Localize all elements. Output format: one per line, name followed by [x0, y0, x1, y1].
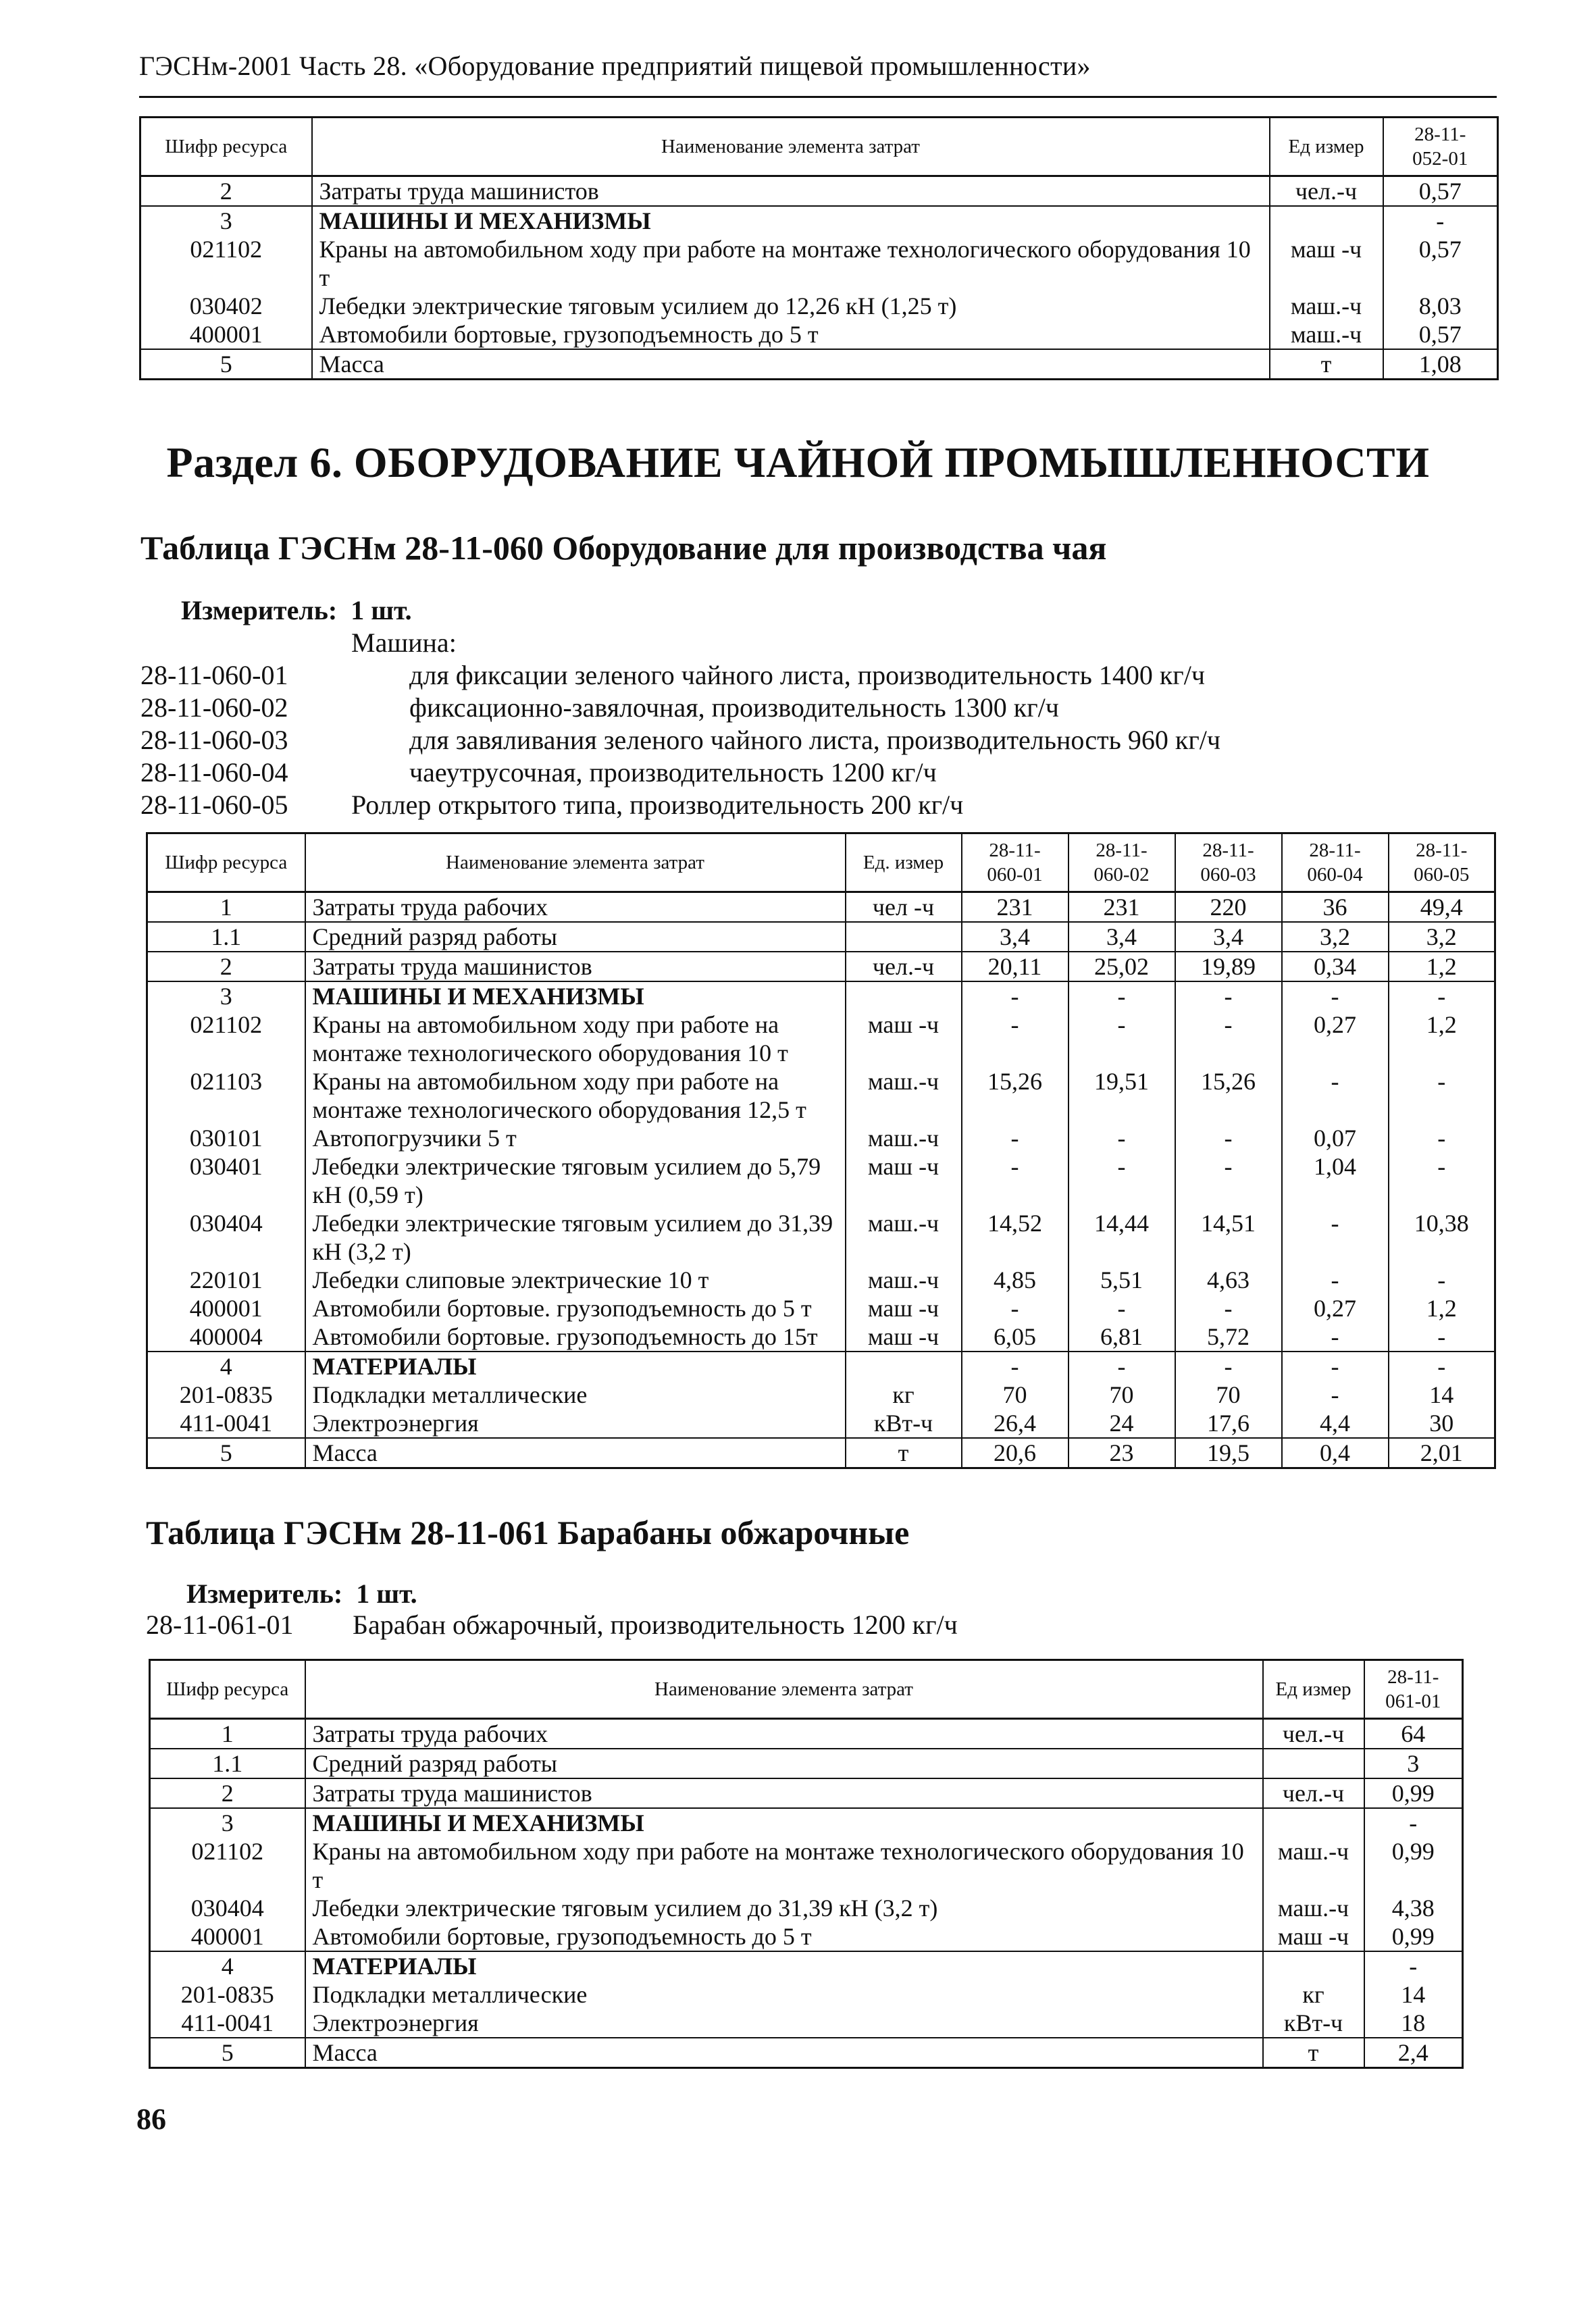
- norm-value: -: [1282, 1381, 1389, 1409]
- item-text: для завяливания зеленого чайного листа, производительность 960 кг/ч: [409, 725, 1220, 755]
- cost-element-name: Автомобили бортовые, грузоподъемность до 5 т: [312, 320, 1270, 349]
- resource-code: 5: [147, 1438, 305, 1468]
- unit: [1263, 1749, 1364, 1778]
- item-code: 28-11-060-05: [140, 790, 288, 820]
- resource-code: 021102: [150, 1837, 305, 1894]
- resource-code: 4: [147, 1352, 305, 1381]
- resource-code: 5: [150, 2038, 305, 2068]
- norm-value: 64: [1364, 1719, 1463, 1749]
- norm-value: -: [1282, 1067, 1389, 1124]
- cost-element-name: Лебедки электрические тяговым усилием до 31,39 кН (3,2 т): [305, 1209, 846, 1266]
- resource-code: 4: [150, 1951, 305, 1980]
- page-number: 86: [136, 2103, 166, 2136]
- norm-value: 14,52: [962, 1209, 1069, 1266]
- table-row: [140, 349, 1498, 380]
- norm-value: -: [1175, 981, 1282, 1010]
- unit: т: [1263, 2038, 1364, 2068]
- item-text: чаеутрусочная, производительность 1200 кг/ч: [409, 757, 937, 788]
- table-row: [147, 1409, 1495, 1438]
- norm-value: 17,6: [1175, 1409, 1282, 1438]
- cost-element-name: Затраты труда рабочих: [305, 892, 846, 923]
- column-header: 28-11- 052-01: [1383, 118, 1498, 176]
- resource-code: 220101: [147, 1266, 305, 1294]
- norm-value: -: [962, 1010, 1069, 1067]
- norm-value: 4,38: [1364, 1894, 1463, 1922]
- norm-value: 18: [1364, 2009, 1463, 2038]
- cost-element-name: Электроэнергия: [305, 2009, 1263, 2038]
- norm-value: -: [1389, 1124, 1495, 1152]
- norm-value: -: [1383, 206, 1498, 235]
- resource-code: 5: [140, 349, 312, 380]
- table-row: [150, 1719, 1463, 1749]
- norm-value: -: [1282, 1322, 1389, 1352]
- norm-value: 2,4: [1364, 2038, 1463, 2068]
- cost-element-name: Краны на автомобильном ходу при работе на монтаже технологического оборудования 12,5 т: [305, 1067, 846, 1124]
- resource-code: 201-0835: [147, 1381, 305, 1409]
- norm-value: 49,4: [1389, 892, 1495, 923]
- norm-value: 10,38: [1389, 1209, 1495, 1266]
- unit: маш.-ч: [846, 1266, 962, 1294]
- unit: [1263, 1951, 1364, 1980]
- unit: кг: [1263, 1980, 1364, 2009]
- norm-value: 3,4: [962, 922, 1069, 952]
- running-head: ГЭСНм-2001 Часть 28. «Оборудование предприятий пищевой промышленности»: [139, 51, 1091, 81]
- norm-value: -: [1389, 1152, 1495, 1209]
- norm-value: 2,01: [1389, 1438, 1495, 1468]
- unit: маш.-ч: [846, 1209, 962, 1266]
- table-061-meter: [186, 1578, 417, 1610]
- column-header: 28-11- 060-03: [1175, 833, 1282, 892]
- table-row: [147, 1381, 1495, 1409]
- norm-value: -: [1069, 1124, 1175, 1152]
- unit: маш -ч: [846, 1010, 962, 1067]
- norm-value: 3,2: [1282, 922, 1389, 952]
- table-row: [147, 1124, 1495, 1152]
- resource-code: 1.1: [147, 922, 305, 952]
- unit: [1270, 206, 1383, 235]
- norm-value: 25,02: [1069, 952, 1175, 981]
- cost-element-name: Лебедки слиповые электрические 10 т: [305, 1266, 846, 1294]
- table-28-11-060: [146, 832, 1496, 1469]
- table-row: [147, 1067, 1495, 1124]
- table-row: [147, 1438, 1495, 1468]
- cost-element-name: Подкладки металлические: [305, 1980, 1263, 2009]
- column-header: Шифр ресурса: [150, 1660, 305, 1719]
- item-code: 28-11-060-02: [140, 692, 288, 723]
- cost-element-name: Масса: [305, 1438, 846, 1468]
- cost-element-name: МАШИНЫ И МЕХАНИЗМЫ: [305, 1808, 1263, 1837]
- norm-value: -: [1282, 1352, 1389, 1381]
- norm-value: 15,26: [962, 1067, 1069, 1124]
- resource-code: 030404: [150, 1894, 305, 1922]
- cost-element-name: Масса: [305, 2038, 1263, 2068]
- resource-code: 030404: [147, 1209, 305, 1266]
- table-row: [147, 1322, 1495, 1352]
- resource-code: 1.1: [150, 1749, 305, 1778]
- cost-element-name: Лебедки электрические тяговым усилием до 12,26 кН (1,25 т): [312, 292, 1270, 320]
- norm-value: -: [1175, 1294, 1282, 1322]
- table-header: [140, 118, 1498, 176]
- cost-element-name: Затраты труда рабочих: [305, 1719, 1263, 1749]
- norm-value: 36: [1282, 892, 1389, 923]
- table-row: [147, 1294, 1495, 1322]
- norm-value: 6,81: [1069, 1322, 1175, 1352]
- norm-value: 0,34: [1282, 952, 1389, 981]
- table-row: [150, 2038, 1463, 2068]
- column-header: Наименование элемента затрат: [312, 118, 1270, 176]
- item-text: Барабан обжарочный, производительность 1200 кг/ч: [353, 1610, 958, 1640]
- table-row: [140, 176, 1498, 207]
- norm-value: -: [1069, 1152, 1175, 1209]
- unit: маш.-ч: [1263, 1837, 1364, 1894]
- norm-value: -: [1364, 1808, 1463, 1837]
- norm-value: -: [1282, 1266, 1389, 1294]
- unit: маш -ч: [846, 1294, 962, 1322]
- norm-value: 0,99: [1364, 1778, 1463, 1808]
- norm-value: 70: [962, 1381, 1069, 1409]
- norm-value: 0,99: [1364, 1837, 1463, 1894]
- unit: маш.-ч: [1263, 1894, 1364, 1922]
- resource-code: 411-0041: [147, 1409, 305, 1438]
- norm-value: 0,27: [1282, 1294, 1389, 1322]
- table-row: [147, 952, 1495, 981]
- norm-value: 26,4: [962, 1409, 1069, 1438]
- cost-element-name: Затраты труда машинистов: [305, 952, 846, 981]
- table-body: [147, 892, 1495, 1468]
- column-header: 28-11- 060-01: [962, 833, 1069, 892]
- norm-value: 1,2: [1389, 1294, 1495, 1322]
- unit: кг: [846, 1381, 962, 1409]
- resource-code: 1: [147, 892, 305, 923]
- table-row: [150, 1951, 1463, 1980]
- resource-code: 400001: [140, 320, 312, 349]
- norm-value: 14: [1364, 1980, 1463, 2009]
- unit: [846, 981, 962, 1010]
- norm-value: -: [1069, 1352, 1175, 1381]
- norm-value: 23: [1069, 1438, 1175, 1468]
- table-row: [140, 292, 1498, 320]
- unit: чел.-ч: [846, 952, 962, 981]
- meter-label: Измеритель:: [186, 1578, 343, 1609]
- norm-value: -: [1175, 1152, 1282, 1209]
- column-header: Ед измер: [1263, 1660, 1364, 1719]
- norm-value: -: [1175, 1352, 1282, 1381]
- item-code: 28-11-060-01: [140, 660, 288, 690]
- unit: маш.-ч: [1270, 292, 1383, 320]
- resource-code: 030402: [140, 292, 312, 320]
- unit: кВт-ч: [1263, 2009, 1364, 2038]
- norm-value: 5,51: [1069, 1266, 1175, 1294]
- column-header: Наименование элемента затрат: [305, 1660, 1263, 1719]
- cost-element-name: Автопогрузчики 5 т: [305, 1124, 846, 1152]
- norm-value: 14: [1389, 1381, 1495, 1409]
- table-row: [150, 1749, 1463, 1778]
- column-header: Наименование элемента затрат: [305, 833, 846, 892]
- unit: маш -ч: [1263, 1922, 1364, 1951]
- item-row: [140, 789, 963, 821]
- unit: маш -ч: [846, 1322, 962, 1352]
- norm-value: 231: [962, 892, 1069, 923]
- resource-code: 400004: [147, 1322, 305, 1352]
- resource-code: 030401: [147, 1152, 305, 1209]
- table-row: [147, 1352, 1495, 1381]
- norm-value: 0,4: [1282, 1438, 1389, 1468]
- cost-element-name: Автомобили бортовые. грузоподъемность до 15т: [305, 1322, 846, 1352]
- cost-element-name: Лебедки электрические тяговым усилием до 5,79 кН (0,59 т): [305, 1152, 846, 1209]
- norm-value: 14,51: [1175, 1209, 1282, 1266]
- table-header: [150, 1660, 1463, 1719]
- unit: т: [1270, 349, 1383, 380]
- resource-code: 2: [140, 176, 312, 207]
- unit: маш.-ч: [846, 1124, 962, 1152]
- norm-value: -: [1389, 1266, 1495, 1294]
- table-row: [140, 206, 1498, 235]
- table-header: [147, 833, 1495, 892]
- table-row: [140, 320, 1498, 349]
- table-row: [150, 1922, 1463, 1951]
- norm-value: 14,44: [1069, 1209, 1175, 1266]
- unit: маш.-ч: [846, 1067, 962, 1124]
- unit: чел -ч: [846, 892, 962, 923]
- norm-value: 3,4: [1069, 922, 1175, 952]
- cost-element-name: МАТЕРИАЛЫ: [305, 1352, 846, 1381]
- norm-value: 1,08: [1383, 349, 1498, 380]
- cost-element-name: Затраты труда машинистов: [312, 176, 1270, 207]
- table-row: [147, 1152, 1495, 1209]
- norm-value: 70: [1069, 1381, 1175, 1409]
- column-header: 28-11- 061-01: [1364, 1660, 1463, 1719]
- table-body: [150, 1719, 1463, 2068]
- item-text: для фиксации зеленого чайного листа, производительность 1400 кг/ч: [409, 660, 1205, 690]
- unit: чел.-ч: [1263, 1719, 1364, 1749]
- norm-value: 1,2: [1389, 1010, 1495, 1067]
- norm-value: 3,4: [1175, 922, 1282, 952]
- cost-element-name: МАШИНЫ И МЕХАНИЗМЫ: [312, 206, 1270, 235]
- cost-element-name: Краны на автомобильном ходу при работе на монтаже технологического оборудования 10 т: [305, 1837, 1263, 1894]
- cost-element-name: Краны на автомобильном ходу при работе на монтаже технологического оборудования 10 т: [312, 235, 1270, 292]
- norm-value: 70: [1175, 1381, 1282, 1409]
- cost-element-name: Средний разряд работы: [305, 1749, 1263, 1778]
- norm-value: -: [962, 1352, 1069, 1381]
- resource-code: 2: [150, 1778, 305, 1808]
- table-row: [147, 922, 1495, 952]
- norm-value: 0,07: [1282, 1124, 1389, 1152]
- table-row: [147, 1010, 1495, 1067]
- resource-code: 400001: [150, 1922, 305, 1951]
- norm-value: -: [1069, 981, 1175, 1010]
- norm-value: -: [1282, 981, 1389, 1010]
- item-row: [140, 724, 1220, 756]
- section-title: Раздел 6. ОБОРУДОВАНИЕ ЧАЙНОЙ ПРОМЫШЛЕННОСТИ: [166, 438, 1430, 486]
- column-header: 28-11- 060-04: [1282, 833, 1389, 892]
- norm-value: 24: [1069, 1409, 1175, 1438]
- norm-value: -: [1175, 1124, 1282, 1152]
- norm-value: 3,2: [1389, 922, 1495, 952]
- column-header: Ед. измер: [846, 833, 962, 892]
- norm-value: 0,57: [1383, 176, 1498, 207]
- table-row: [150, 2009, 1463, 2038]
- table-row: [150, 1894, 1463, 1922]
- norm-value: 4,63: [1175, 1266, 1282, 1294]
- column-header: 28-11- 060-05: [1389, 833, 1495, 892]
- cost-element-name: МАТЕРИАЛЫ: [305, 1951, 1263, 1980]
- cost-element-name: МАШИНЫ И МЕХАНИЗМЫ: [305, 981, 846, 1010]
- table-28-11-061: [149, 1659, 1464, 2069]
- table-row: [147, 1209, 1495, 1266]
- norm-value: -: [1069, 1010, 1175, 1067]
- cost-element-name: Электроэнергия: [305, 1409, 846, 1438]
- item-code: 28-11-060-03: [140, 725, 288, 755]
- cost-element-name: Краны на автомобильном ходу при работе на монтаже технологического оборудования 10 т: [305, 1010, 846, 1067]
- norm-value: 5,72: [1175, 1322, 1282, 1352]
- item-row: [140, 659, 1205, 692]
- norm-value: 19,5: [1175, 1438, 1282, 1468]
- norm-value: 20,11: [962, 952, 1069, 981]
- norm-value: 0,99: [1364, 1922, 1463, 1951]
- resource-code: 3: [150, 1808, 305, 1837]
- norm-value: 19,51: [1069, 1067, 1175, 1124]
- table-body: [140, 176, 1498, 380]
- item-code: 28-11-060-04: [140, 757, 288, 788]
- table-row: [147, 981, 1495, 1010]
- cost-element-name: Автомобили бортовые, грузоподъемность до 5 т: [305, 1922, 1263, 1951]
- cost-element-name: Масса: [312, 349, 1270, 380]
- unit: чел.-ч: [1263, 1778, 1364, 1808]
- table-row: [150, 1980, 1463, 2009]
- table-28-11-052: [139, 116, 1499, 380]
- unit: [846, 1352, 962, 1381]
- cost-element-name: Подкладки металлические: [305, 1381, 846, 1409]
- table-row: [150, 1837, 1463, 1894]
- norm-value: 0,57: [1383, 320, 1498, 349]
- column-header: Шифр ресурса: [147, 833, 305, 892]
- resource-code: 021102: [140, 235, 312, 292]
- norm-value: -: [962, 981, 1069, 1010]
- resource-code: 030101: [147, 1124, 305, 1152]
- unit: маш -ч: [846, 1152, 962, 1209]
- resource-code: 400001: [147, 1294, 305, 1322]
- column-header: 28-11- 060-02: [1069, 833, 1175, 892]
- norm-value: -: [1389, 981, 1495, 1010]
- norm-value: 8,03: [1383, 292, 1498, 320]
- meter-value: 1 шт.: [356, 1578, 417, 1609]
- meter-label: Измеритель:: [181, 595, 338, 625]
- unit: маш -ч: [1270, 235, 1383, 292]
- norm-value: 1,2: [1389, 952, 1495, 981]
- norm-value: 3: [1364, 1749, 1463, 1778]
- norm-value: 30: [1389, 1409, 1495, 1438]
- cost-element-name: Автомобили бортовые. грузоподъемность до 5 т: [305, 1294, 846, 1322]
- unit: маш.-ч: [1270, 320, 1383, 349]
- unit: [846, 922, 962, 952]
- table-row: [147, 1266, 1495, 1294]
- table-060-title: Таблица ГЭСНм 28-11-060 Оборудование для производства чая: [140, 529, 1107, 567]
- resource-code: 021103: [147, 1067, 305, 1124]
- norm-value: 1,04: [1282, 1152, 1389, 1209]
- item-text: фиксационно-завялочная, производительность 1300 кг/ч: [409, 692, 1059, 723]
- unit: [1263, 1808, 1364, 1837]
- cost-element-name: Лебедки электрические тяговым усилием до 31,39 кН (3,2 т): [305, 1894, 1263, 1922]
- table-row: [147, 892, 1495, 923]
- norm-value: 19,89: [1175, 952, 1282, 981]
- column-header: Ед измер: [1270, 118, 1383, 176]
- table-row: [150, 1808, 1463, 1837]
- item-row: [146, 1609, 958, 1641]
- norm-value: -: [962, 1152, 1069, 1209]
- norm-value: 6,05: [962, 1322, 1069, 1352]
- cost-element-name: Затраты труда машинистов: [305, 1778, 1263, 1808]
- group-label: Машина:: [351, 627, 457, 658]
- table-row: [140, 235, 1498, 292]
- resource-code: 201-0835: [150, 1980, 305, 2009]
- norm-value: 0,57: [1383, 235, 1498, 292]
- table-row: [150, 1778, 1463, 1808]
- norm-value: -: [1389, 1352, 1495, 1381]
- meter-value: 1 шт.: [351, 595, 412, 625]
- cost-element-name: Средний разряд работы: [305, 922, 846, 952]
- norm-value: -: [962, 1294, 1069, 1322]
- item-code: 28-11-061-01: [146, 1610, 294, 1640]
- unit: кВт-ч: [846, 1409, 962, 1438]
- norm-value: -: [962, 1124, 1069, 1152]
- item-row: [140, 692, 1059, 724]
- unit: т: [846, 1438, 962, 1468]
- table-061-title: Таблица ГЭСНм 28-11-061 Барабаны обжарочные: [146, 1514, 910, 1551]
- resource-code: 411-0041: [150, 2009, 305, 2038]
- resource-code: 3: [147, 981, 305, 1010]
- norm-value: 4,85: [962, 1266, 1069, 1294]
- norm-value: -: [1069, 1294, 1175, 1322]
- item-text: Роллер открытого типа, производительность 200 кг/ч: [351, 790, 964, 820]
- norm-value: -: [1389, 1067, 1495, 1124]
- norm-value: 0,27: [1282, 1010, 1389, 1067]
- resource-code: 3: [140, 206, 312, 235]
- norm-value: 4,4: [1282, 1409, 1389, 1438]
- item-row: [140, 756, 937, 789]
- norm-value: 20,6: [962, 1438, 1069, 1468]
- norm-value: -: [1282, 1209, 1389, 1266]
- column-header: Шифр ресурса: [140, 118, 312, 176]
- norm-value: 15,26: [1175, 1067, 1282, 1124]
- norm-value: -: [1175, 1010, 1282, 1067]
- unit: чел.-ч: [1270, 176, 1383, 207]
- resource-code: 1: [150, 1719, 305, 1749]
- header-rule: [139, 96, 1497, 98]
- norm-value: 231: [1069, 892, 1175, 923]
- resource-code: 021102: [147, 1010, 305, 1067]
- norm-value: 220: [1175, 892, 1282, 923]
- norm-value: -: [1389, 1322, 1495, 1352]
- table-060-meter: [181, 594, 412, 626]
- norm-value: -: [1364, 1951, 1463, 1980]
- resource-code: 2: [147, 952, 305, 981]
